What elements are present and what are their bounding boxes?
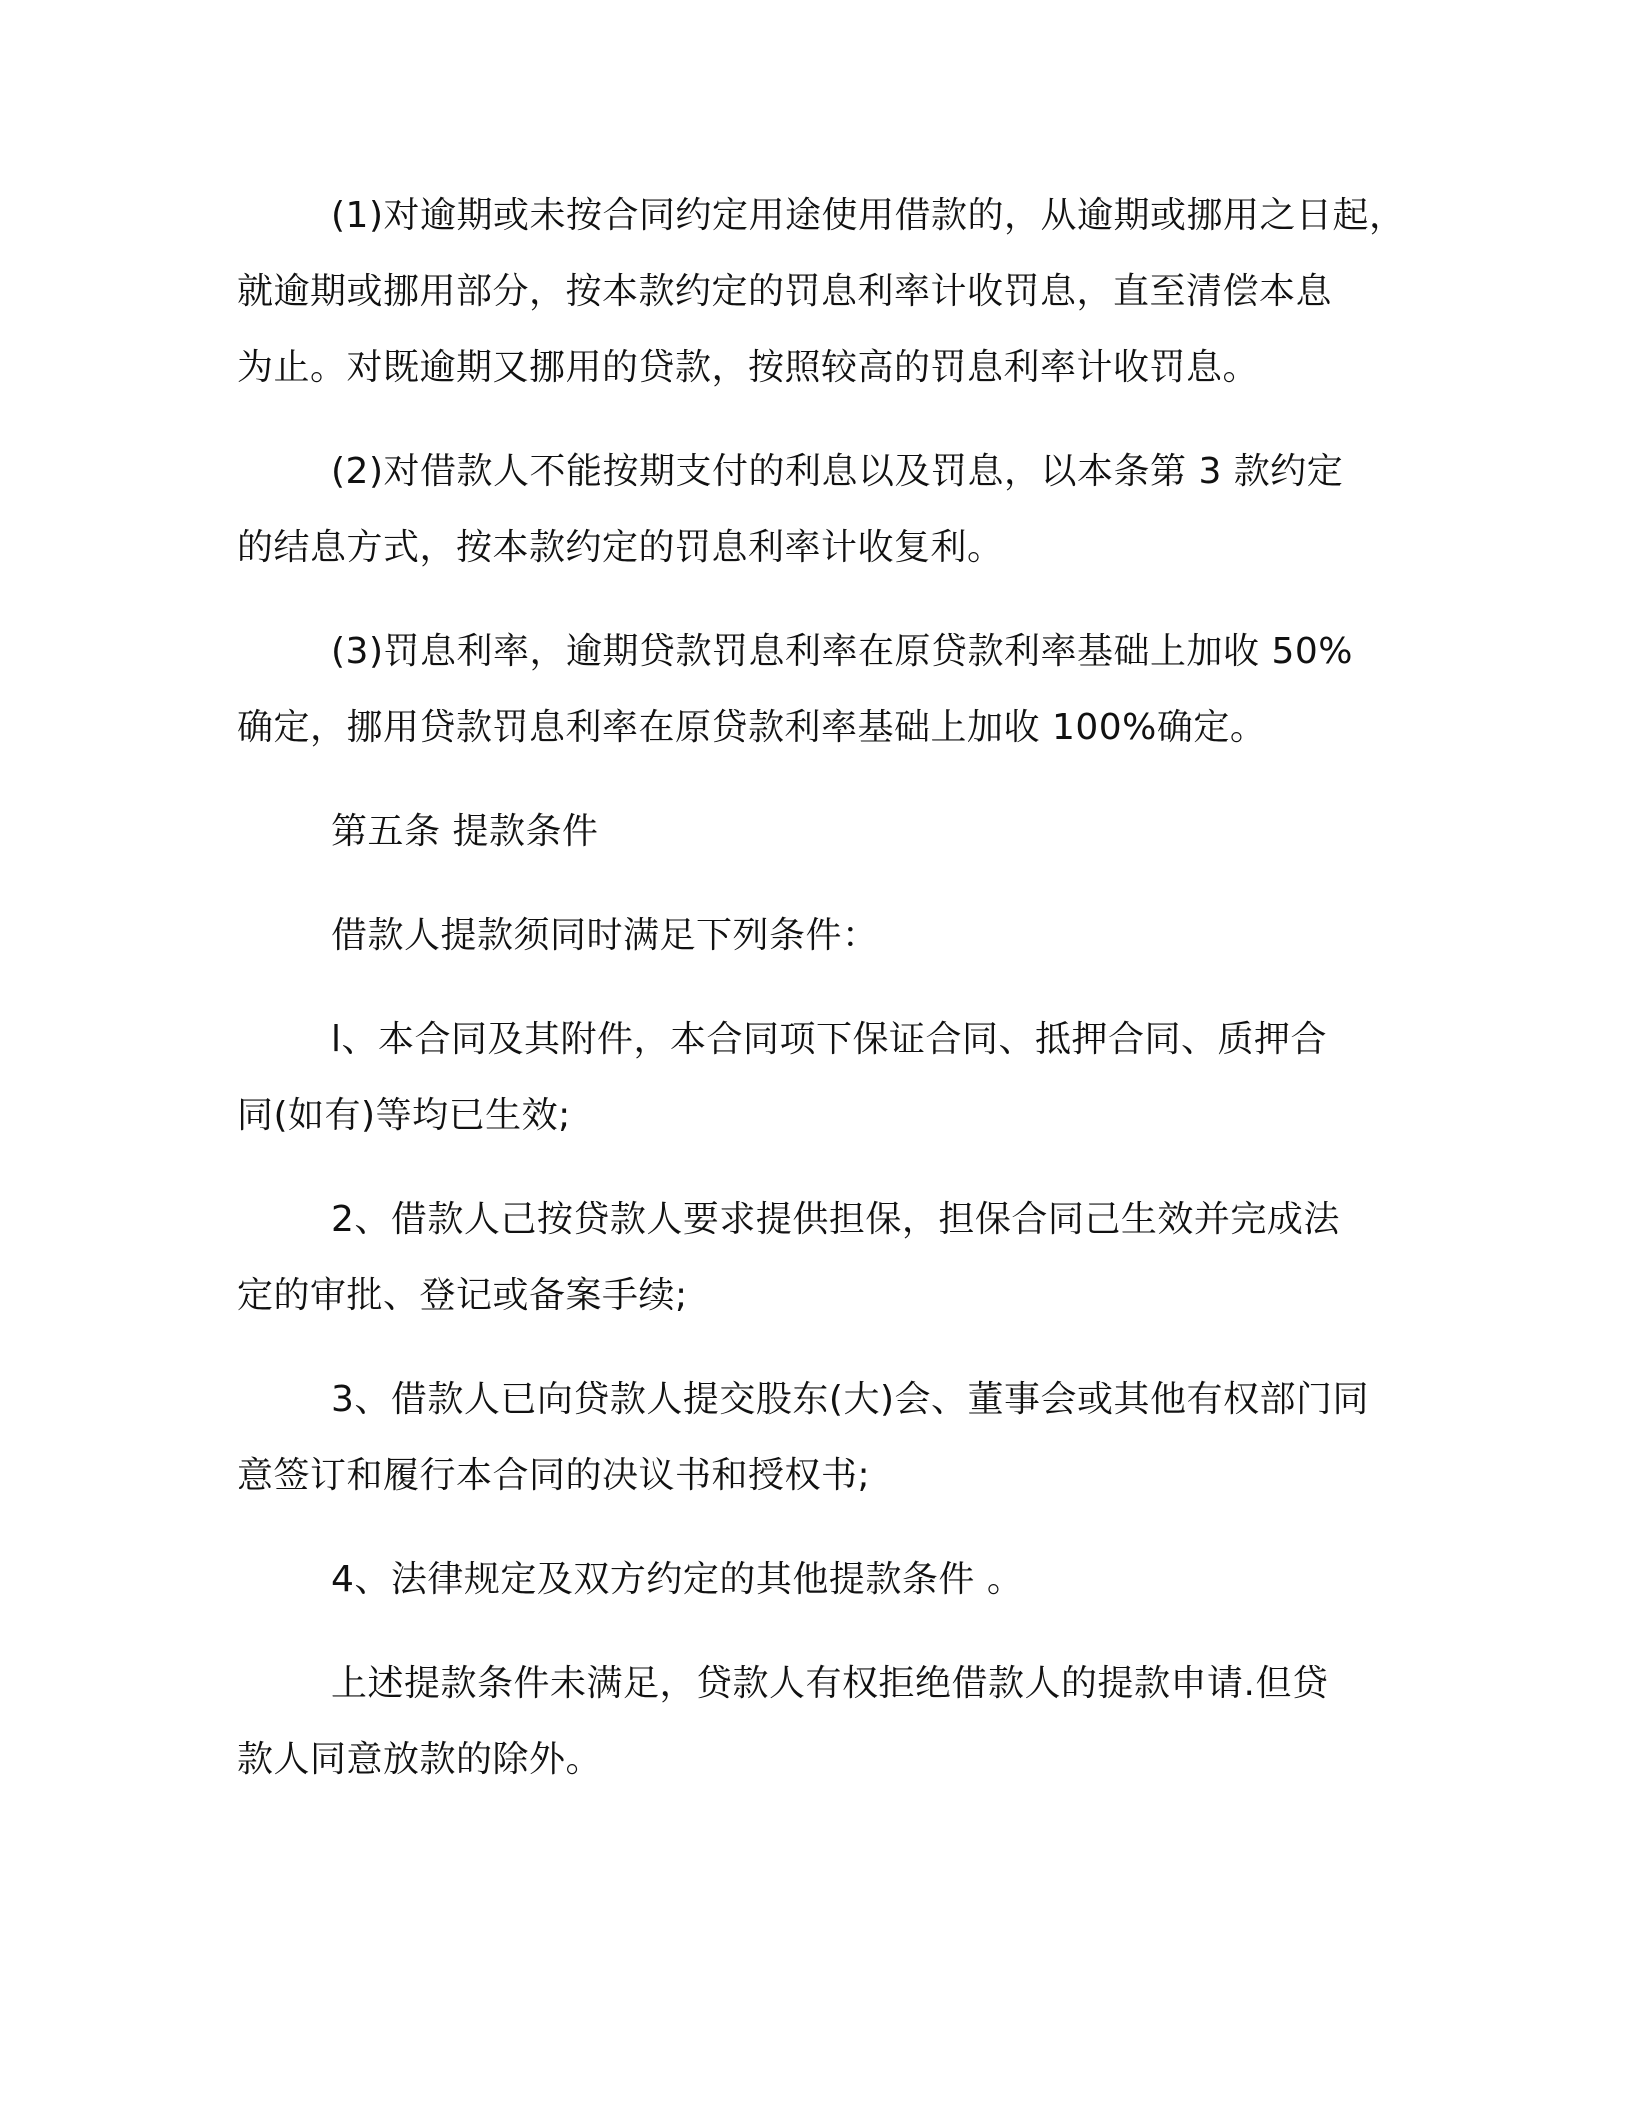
paragraph-line: 4、法律规定及双方约定的其他提款条件 。 (331, 1559, 1024, 1600)
paragraph-line: 款人同意放款的除外。 (237, 1739, 603, 1780)
paragraph-line: 的结息方式，按本款约定的罚息利率计收复利。 (237, 527, 1004, 568)
paragraph-line: (3)罚息利率，逾期贷款罚息利率在原贷款利率基础上加收 50% (331, 631, 1353, 672)
paragraph-line: (1)对逾期或未按合同约定用途使用借款的，从逾期或挪用之日起， (331, 195, 1406, 236)
paragraph-line: l、本合同及其附件，本合同项下保证合同、抵押合同、质押合 (331, 1019, 1328, 1060)
paragraph-line: 为止。对既逾期又挪用的贷款，按照较高的罚息利率计收罚息。 (237, 347, 1260, 388)
paragraph-line: 2、借款人己按贷款人要求提供担保，担保合同己生效并完成法 (331, 1199, 1340, 1240)
paragraph-line: 同(如有)等均已生效; (237, 1095, 571, 1136)
paragraph-line: 上述提款条件未满足，贷款人有权拒绝借款人的提款申请.但贷 (331, 1663, 1329, 1704)
paragraph-line: 意签订和履行本合同的决议书和授权书; (237, 1455, 871, 1496)
paragraph-line: 3、借款人已向贷款人提交股东(大)会、董事会或其他有权部门同 (331, 1379, 1369, 1420)
paragraph-line: 借款人提款须同时满足下列条件： (331, 915, 879, 956)
paragraph-line: 就逾期或挪用部分，按本款约定的罚息利率计收罚息，直至清偿本息 (237, 271, 1333, 312)
section-title: 第五条 提款条件 (331, 811, 599, 852)
paragraph-line: 定的审批、登记或备案手续; (237, 1275, 688, 1316)
paragraph-line: (2)对借款人不能按期支付的利息以及罚息，以本条第 3 款约定 (331, 451, 1344, 492)
paragraph-line: 确定，挪用贷款罚息利率在原贷款利率基础上加收 100%确定。 (237, 707, 1267, 748)
